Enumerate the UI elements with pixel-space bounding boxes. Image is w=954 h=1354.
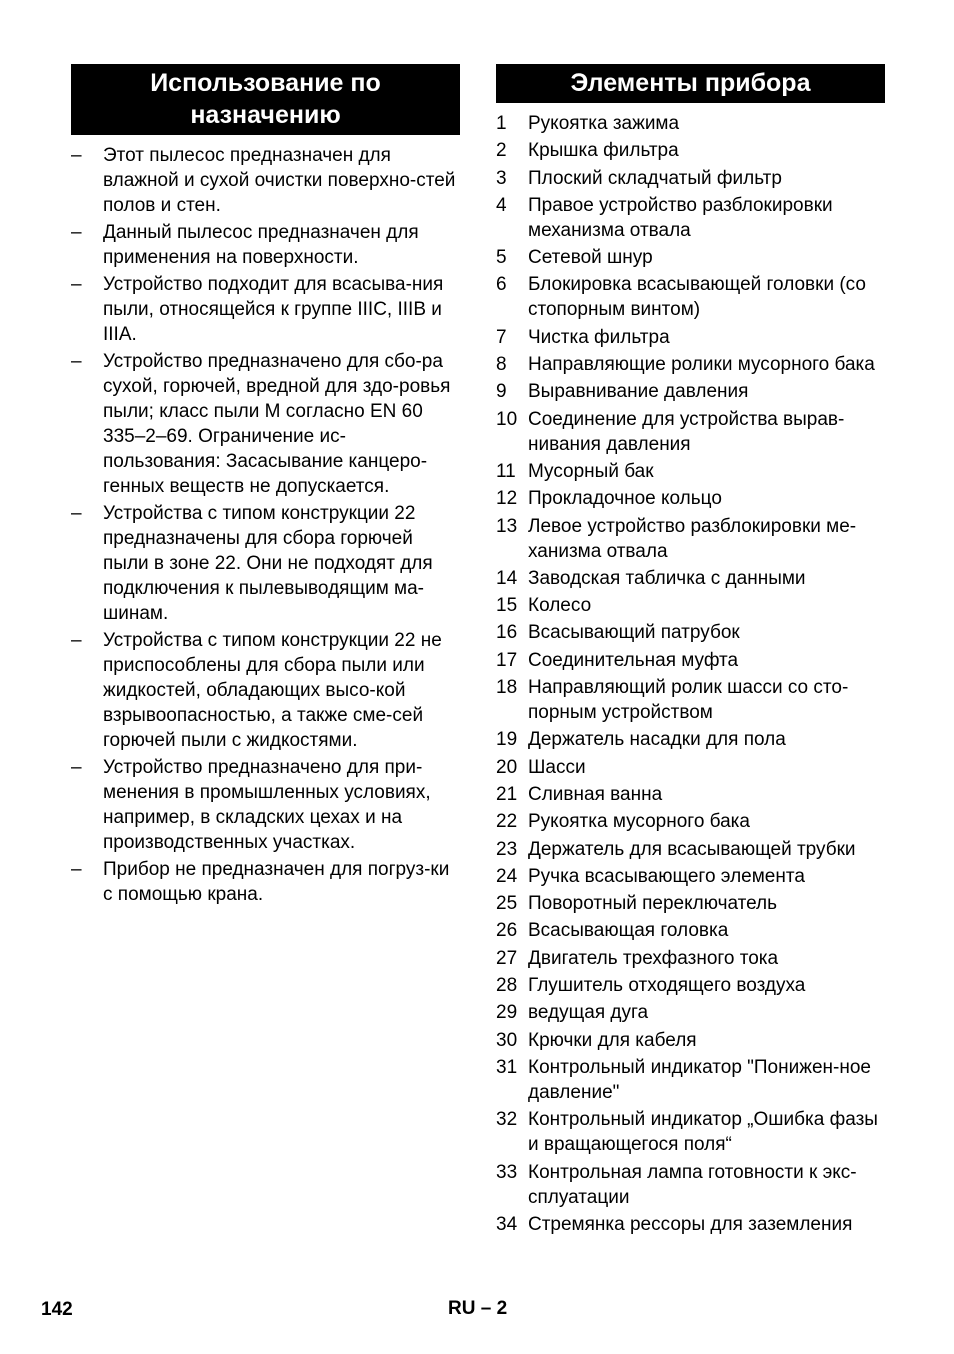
intended-use-section: [71, 64, 460, 909]
list-item-text: Устройство предназначено для сбо-ра сухой, горючей, вредной для здо-ровья пыли; класс пыли M согласно EN 60 335–2–69. Ограничение ис-пользования: Засасывание канцеро-генных веществ не допускается.: [103, 351, 451, 497]
list-item: [496, 1212, 885, 1237]
list-item-text: Ручка всасывающего элемента: [528, 865, 805, 887]
item-number: 24: [496, 865, 518, 887]
item-number: 33: [496, 1161, 518, 1183]
list-item: [496, 111, 885, 136]
dash-marker: –: [71, 503, 82, 524]
list-item: [71, 272, 460, 347]
item-number: 13: [496, 515, 518, 537]
item-number: 11: [496, 460, 516, 482]
language-page-label: RU – 2: [448, 1298, 508, 1319]
list-item: [496, 459, 885, 484]
item-number: 15: [496, 595, 518, 617]
dash-marker: –: [71, 351, 82, 372]
list-item: [496, 918, 885, 943]
list-item: [496, 166, 885, 191]
list-item-text: Крышка фильтра: [528, 140, 679, 162]
list-item-text: Этот пылесос предназначен для влажной и сухой очистки поверхно-стей полов и стен.: [103, 145, 456, 216]
item-number: 16: [496, 622, 518, 644]
list-item: [496, 675, 885, 725]
item-number: 29: [496, 1002, 518, 1024]
list-item: [496, 1160, 885, 1210]
list-item: [496, 946, 885, 971]
list-item: [496, 973, 885, 998]
item-number: 14: [496, 567, 518, 589]
list-item: [496, 1107, 885, 1157]
item-number: 1: [496, 113, 507, 134]
page-number: 142: [41, 1299, 73, 1320]
list-item: [496, 352, 885, 377]
list-item: [496, 593, 885, 618]
item-number: 31: [496, 1056, 518, 1078]
list-item-text: Направляющий ролик шасси со сто-порным устройством: [528, 677, 849, 724]
list-item-text: Шасси: [528, 756, 586, 778]
list-item-text: Устройства с типом конструкции 22 не приспособлены для сбора пыли или жидкостей, обладающих высо-кой взрывоопасностью, а также сме-сей горючей пыли с жидкостями.: [103, 630, 442, 751]
item-number: 8: [496, 354, 507, 376]
list-item: [496, 837, 885, 862]
list-item: [496, 407, 885, 457]
list-item: [496, 755, 885, 780]
device-elements-heading: Элементы прибора: [496, 64, 885, 103]
list-item-text: Двигатель трехфазного тока: [528, 947, 779, 969]
list-item: [496, 891, 885, 916]
list-item: [496, 486, 885, 511]
list-item-text: Соединение для устройства вырав-нивания давления: [528, 408, 845, 455]
list-item: [71, 628, 460, 753]
item-number: 30: [496, 1029, 518, 1051]
dash-marker: –: [71, 145, 82, 166]
list-item: [496, 138, 885, 163]
item-number: 18: [496, 677, 518, 699]
item-number: 25: [496, 893, 518, 915]
list-item: [496, 272, 885, 322]
item-number: 10: [496, 408, 518, 430]
item-number: 22: [496, 811, 518, 833]
item-number: 2: [496, 140, 507, 162]
list-item: [496, 514, 885, 564]
dash-marker: –: [71, 222, 82, 243]
list-item-text: Держатель насадки для пола: [528, 729, 786, 751]
list-item-text: Направляющие ролики мусорного бака: [528, 354, 875, 376]
list-item-text: Прибор не предназначен для погруз-ки с помощью крана.: [103, 859, 450, 905]
list-item-text: Блокировка всасывающей головки (со стопорным винтом): [528, 274, 866, 321]
list-item-text: Рукоятка зажима: [528, 113, 680, 134]
list-item-text: Колесо: [528, 595, 592, 617]
item-number: 19: [496, 729, 518, 751]
list-item-text: Контрольный индикатор "Понижен-ное давление": [528, 1056, 871, 1103]
dash-marker: –: [71, 274, 82, 295]
list-item: [71, 143, 460, 218]
list-item: [496, 782, 885, 807]
list-item-text: Крючки для кабеля: [528, 1029, 697, 1051]
item-number: 26: [496, 920, 518, 942]
item-number: 5: [496, 247, 507, 269]
item-number: 12: [496, 488, 518, 510]
list-item: [71, 220, 460, 270]
item-number: 9: [496, 381, 507, 403]
list-item: [71, 349, 460, 499]
list-item-text: Всасывающий патрубок: [528, 622, 740, 644]
list-item-text: Сетевой шнур: [528, 247, 653, 269]
list-item: [71, 501, 460, 626]
list-item: [71, 755, 460, 855]
item-number: 27: [496, 947, 518, 969]
list-item-text: Левое устройство разблокировки ме-ханизма отвала: [528, 515, 857, 562]
item-number: 6: [496, 274, 507, 296]
list-item: [496, 620, 885, 645]
list-item: [496, 727, 885, 752]
list-item-text: Правое устройство разблокировки механизма отвала: [528, 194, 833, 241]
list-item-text: Глушитель отходящего воздуха: [528, 975, 806, 997]
item-number: 23: [496, 838, 518, 860]
list-item-text: Всасывающая головка: [528, 920, 729, 942]
item-number: 34: [496, 1213, 518, 1235]
list-item-text: Поворотный переключатель: [528, 893, 778, 915]
list-item-text: Прокладочное кольцо: [528, 488, 722, 510]
list-item: [496, 864, 885, 889]
list-item-text: ведущая дуга: [528, 1002, 649, 1024]
item-number: 4: [496, 194, 507, 216]
list-item: [496, 193, 885, 243]
list-item: [496, 245, 885, 270]
item-number: 21: [496, 783, 518, 805]
list-item: [496, 809, 885, 834]
list-item-text: Выравнивание давления: [528, 381, 749, 403]
list-item: [496, 566, 885, 591]
list-item-text: Данный пылесос предназначен для применения на поверхности.: [103, 222, 419, 268]
list-item-text: Мусорный бак: [528, 460, 654, 482]
item-number: 7: [496, 326, 507, 348]
dash-marker: –: [71, 859, 82, 880]
list-item-text: Устройства с типом конструкции 22 предназначены для сбора горючей пыли в зоне 22. Они не подходят для подключения к пылевыводящим ма-шинам.: [103, 503, 433, 624]
list-item: [496, 379, 885, 404]
item-number: 3: [496, 167, 507, 189]
list-item-text: Плоский складчатый фильтр: [528, 167, 782, 189]
list-item: [496, 325, 885, 350]
dash-marker: –: [71, 630, 82, 651]
list-item-text: Устройство подходит для всасыва-ния пыли, относящейся к группе IIIC, IIIB и IIIA.: [103, 274, 444, 345]
list-item: [496, 1000, 885, 1025]
list-item-text: Соединительная муфта: [528, 649, 739, 671]
item-number: 28: [496, 975, 518, 997]
list-item-text: Чистка фильтра: [528, 326, 670, 348]
device-elements-section: [496, 64, 885, 1239]
device-elements-list: [496, 111, 885, 1237]
list-item: [71, 857, 460, 907]
list-item: [496, 1028, 885, 1053]
item-number: 32: [496, 1109, 518, 1131]
list-item-text: Держатель для всасывающей трубки: [528, 838, 856, 860]
list-item-text: Сливная ванна: [528, 783, 663, 805]
item-number: 20: [496, 756, 518, 778]
list-item-text: Контрольный индикатор „Ошибка фазы и вращающегося поля“: [528, 1109, 878, 1156]
list-item-text: Рукоятка мусорного бака: [528, 811, 750, 833]
item-number: 17: [496, 649, 518, 671]
intended-use-list: [71, 143, 460, 907]
list-item: [496, 648, 885, 673]
dash-marker: –: [71, 757, 82, 778]
list-item-text: Контрольная лампа готовности к экс-сплуатации: [528, 1161, 857, 1208]
list-item: [496, 1055, 885, 1105]
list-item-text: Стремянка рессоры для заземления: [528, 1213, 853, 1235]
list-item-text: Заводская табличка с данными: [528, 567, 806, 589]
list-item-text: Устройство предназначено для при-менения в промышленных условиях, например, в складских цехах и на производственных участках.: [103, 757, 431, 853]
intended-use-heading: Использование по назначению: [71, 64, 460, 135]
